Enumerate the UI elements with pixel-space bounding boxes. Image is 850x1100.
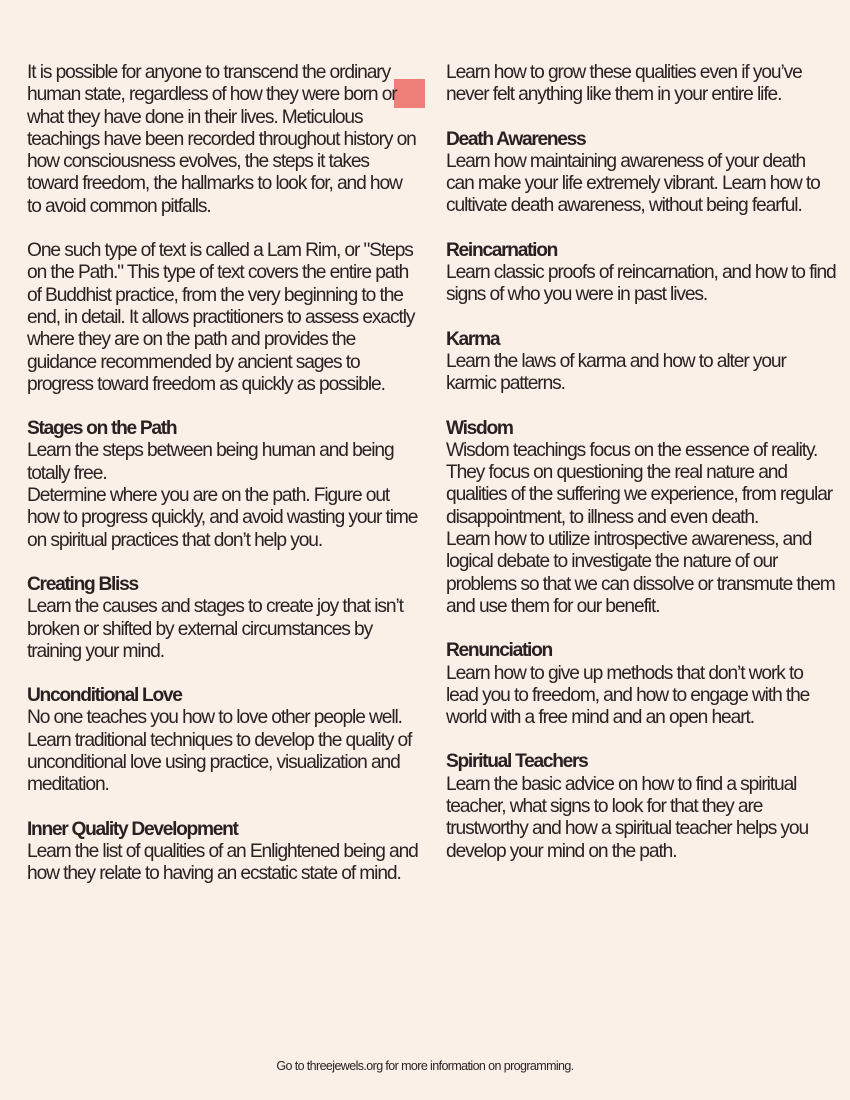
section-spiritual-teachers [446, 751, 836, 862]
intro-paragraph: It is possible for anyone to transcend the ordinary human state, regardless of how they were born or what they have done in their lives. Meticulous teachings have been recorded throughout history on how consciousness evolves, the steps it takes toward freedom, the hallmarks to look for, and how to avoid common pitfalls. [27, 62, 416, 217]
section-karma [446, 329, 836, 396]
section-title: Creating Bliss [27, 573, 138, 595]
section-body: Wisdom teachings focus on the essence of reality. They focus on questioning the real nature and qualities of the suffering we experience, from regular disappointment, to illness and even death. Learn how to utilize introspective awareness, and logical debate to investigate the nature of our problems so that we can dissolve or transmute them and use them for our benefit. [446, 439, 835, 617]
section-title: Spiritual Teachers [446, 751, 588, 773]
section-renunciation [446, 640, 836, 729]
section-body: Learn classic proofs of reincarnation, and how to find signs of who you were in past lives. [446, 262, 836, 306]
section-title: Stages on the Path [27, 418, 177, 440]
section-title: Reincarnation [446, 239, 558, 261]
section-stages-on-the-path [27, 418, 419, 552]
section-reincarnation [446, 240, 836, 307]
section-title: Unconditional Love [27, 685, 182, 707]
section-body: Learn how maintaining awareness of your death can make your life extremely vibrant. Learn how to cultivate death awareness, without being fearful. [446, 150, 820, 217]
intro-paragraph: One such type of text is called a Lam Rim, or "Steps on the Path." This type of text covers the entire path of Buddhist practice, from the very beginning to the end, in detail. It allows practitioners to assess exactly where they are on the path and provides the guidance recommended by ancient sages to progress toward freedom as quickly as possible. [27, 240, 415, 395]
continuation-paragraph: Learn how to grow these qualities even if you’ve never felt anything like them in your entire life. [446, 62, 802, 106]
section-title: Wisdom [446, 417, 513, 439]
section-title: Death Awareness [446, 128, 586, 150]
section-creating-bliss [27, 574, 419, 663]
section-body: Learn the list of qualities of an Enlightened being and how they relate to having an ecstatic state of mind. [27, 840, 418, 885]
section-body: No one teaches you how to love other people well. Learn traditional techniques to develop the quality of unconditional love using practice, visualization and meditation. [27, 707, 412, 796]
section-death-awareness [446, 129, 836, 218]
section-body: Learn the laws of karma and how to alter your karmic patterns. [446, 350, 786, 395]
section-wisdom [446, 418, 836, 619]
left-column [27, 62, 419, 908]
section-title: Renunciation [446, 640, 552, 662]
section-body: Learn the causes and stages to create joy that isn’t broken or shifted by external circumstances by training your mind. [27, 596, 403, 662]
right-column [446, 62, 836, 885]
section-title: Karma [446, 328, 500, 350]
section-body: Learn the basic advice on how to find a spiritual teacher, what signs to look for that they are trustworthy and how a spiritual teacher helps you develop your mind on the path. [446, 773, 809, 862]
section-unconditional-love [27, 685, 419, 796]
section-title: Inner Quality Development [27, 818, 238, 840]
section-body: Learn the steps between being human and being totally free. Determine where you are on the path. Figure out how to progress quickly, and avoid wasting your time on spiritual practices that don’t help you. [27, 440, 418, 551]
footer-note: Go to threejewels.org for more information on programming. [276, 1059, 574, 1073]
section-body: Learn how to give up methods that don’t work to lead you to freedom, and how to engage with the world with a free mind and an open heart. [446, 662, 810, 729]
section-inner-quality-development [27, 819, 419, 886]
